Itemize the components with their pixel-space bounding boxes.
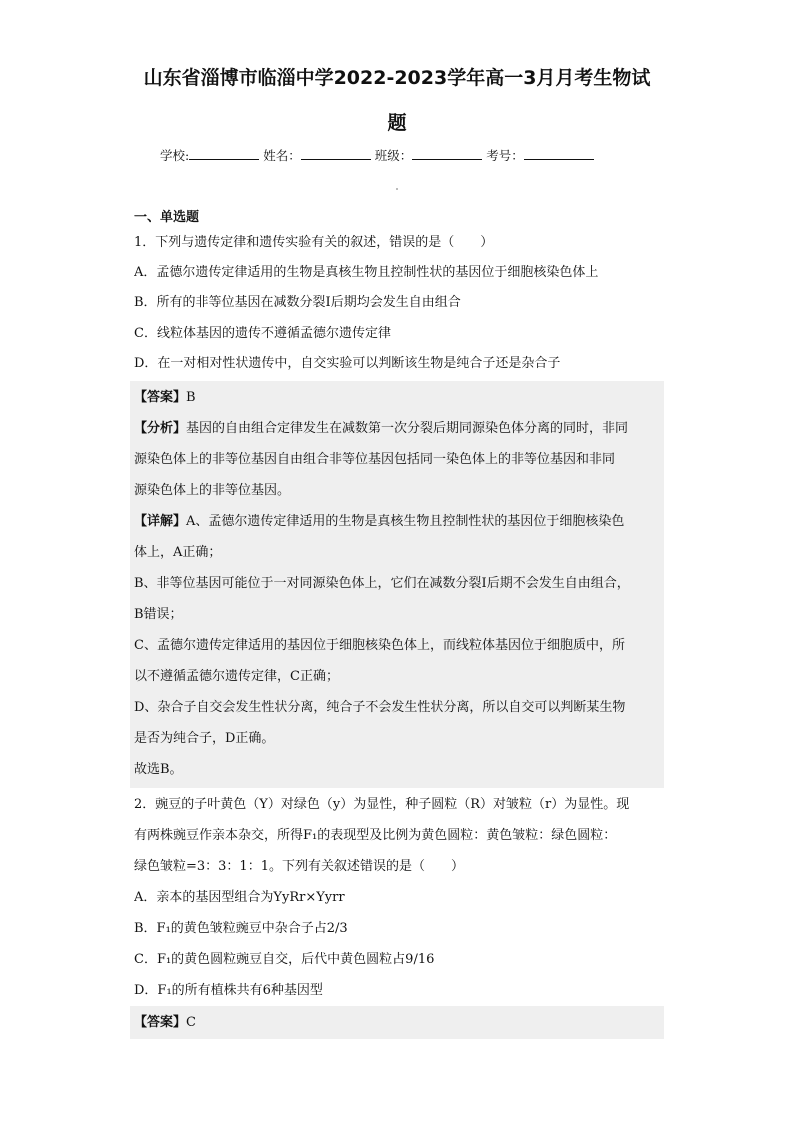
name-blank[interactable] xyxy=(301,146,371,160)
q1-detail-tag: 【详解】 xyxy=(134,514,187,529)
class-label: 班级： xyxy=(374,148,413,163)
q2-option-a: A．亲本的基因型组合为YyRr×Yyrr xyxy=(134,890,345,905)
q2-option-b: B．F₁的黄色皱粒豌豆中杂合子占2/3 xyxy=(134,921,348,936)
q1-detail-line-4: B错误； xyxy=(134,607,183,622)
q1-detail-line-8: 是否为纯合子，D正确。 xyxy=(134,731,275,746)
q1-detail-line-7: D、杂合子自交会发生性状分离，纯合子不会发生性状分离，所以自交可以判断某生物 xyxy=(134,700,626,715)
school-blank[interactable] xyxy=(189,146,259,160)
q1-option-c: C．线粒体基因的遗传不遵循孟德尔遗传定律 xyxy=(134,326,391,341)
q1-option-d: D．在一对相对性状遗传中，自交实验可以判断该生物是纯合子还是杂合子 xyxy=(134,356,561,371)
q2-answer-tag: 【答案】 xyxy=(134,1015,187,1030)
id-label: 考号： xyxy=(486,148,524,163)
q1-analysis-text-1: 基因的自由组合定律发生在减数第一次分裂后期同源染色体分离的同时，非同 xyxy=(186,421,629,436)
q1-answer: B xyxy=(186,390,196,405)
name-label: 姓名： xyxy=(263,148,301,163)
q1-detail-text-1: A、孟德尔遗传定律适用的生物是真核生物且控制性状的基因位于细胞核染色 xyxy=(186,514,625,529)
school-label: 学校: xyxy=(160,148,190,163)
q1-answer-line xyxy=(134,389,664,407)
q2-option-c: C．F₁的黄色圆粒豌豆自交，后代中黄色圆粒占9/16 xyxy=(134,952,435,967)
document-title-line-1: 山东省淄博市临淄中学2022-2023学年高一3月月考生物试 xyxy=(143,67,651,89)
q1-detail-line-1 xyxy=(134,513,664,531)
q2-answer: C xyxy=(186,1015,196,1030)
q1-option-b: B．所有的非等位基因在减数分裂Ⅰ后期均会发生自由组合 xyxy=(134,295,461,310)
q1-analysis-line-2: 源染色体上的非等位基因自由组合非等位基因包括同一染色体上的非等位基因和非同 xyxy=(134,452,616,467)
q1-detail-line-9: 故选B。 xyxy=(134,762,183,777)
q1-analysis-line-3: 源染色体上的非等位基因。 xyxy=(134,483,291,498)
student-info-row xyxy=(160,146,640,165)
q1-analysis-tag: 【分析】 xyxy=(134,421,187,436)
q2-stem-line-3: 绿色皱粒=3：3：1：1。下列有关叙述错误的是（ ） xyxy=(134,859,464,874)
class-blank[interactable] xyxy=(412,146,482,160)
q1-detail-line-3: B、非等位基因可能位于一对同源染色体上，它们在减数分裂Ⅰ后期不会发生自由组合， xyxy=(134,576,630,591)
id-blank[interactable] xyxy=(524,146,594,160)
q1-detail-line-5: C、孟德尔遗传定律适用的基因位于细胞核染色体上，而线粒体基因位于细胞质中，所 xyxy=(134,638,625,653)
q1-stem: 1．下列与遗传定律和遗传实验有关的叙述，错误的是（ ） xyxy=(134,235,494,250)
q1-option-a: A．孟德尔遗传定律适用的生物是真核生物且控制性状的基因位于细胞核染色体上 xyxy=(134,265,599,280)
section-heading: 一、单选题 xyxy=(134,210,200,225)
q1-detail-line-6: 以不遵循孟德尔遗传定律，C正确； xyxy=(134,669,339,684)
q1-detail-line-2: 体上，A正确； xyxy=(134,545,222,560)
q2-option-d: D．F₁的所有植株共有6种基因型 xyxy=(134,983,323,998)
q2-answer-line xyxy=(134,1014,664,1032)
document-title-line-2: 题 xyxy=(387,112,407,134)
decorative-dot xyxy=(396,188,398,190)
q1-answer-tag: 【答案】 xyxy=(134,390,187,405)
q2-stem-line-1: 2．豌豆的子叶黄色（Y）对绿色（y）为显性，种子圆粒（R）对皱粒（r）为显性。现 xyxy=(134,797,630,812)
q1-analysis-line-1 xyxy=(134,420,664,438)
q2-stem-line-2: 有两株豌豆作亲本杂交，所得F₁的表现型及比例为黄色圆粒：黄色皱粒：绿色圆粒： xyxy=(134,828,617,843)
